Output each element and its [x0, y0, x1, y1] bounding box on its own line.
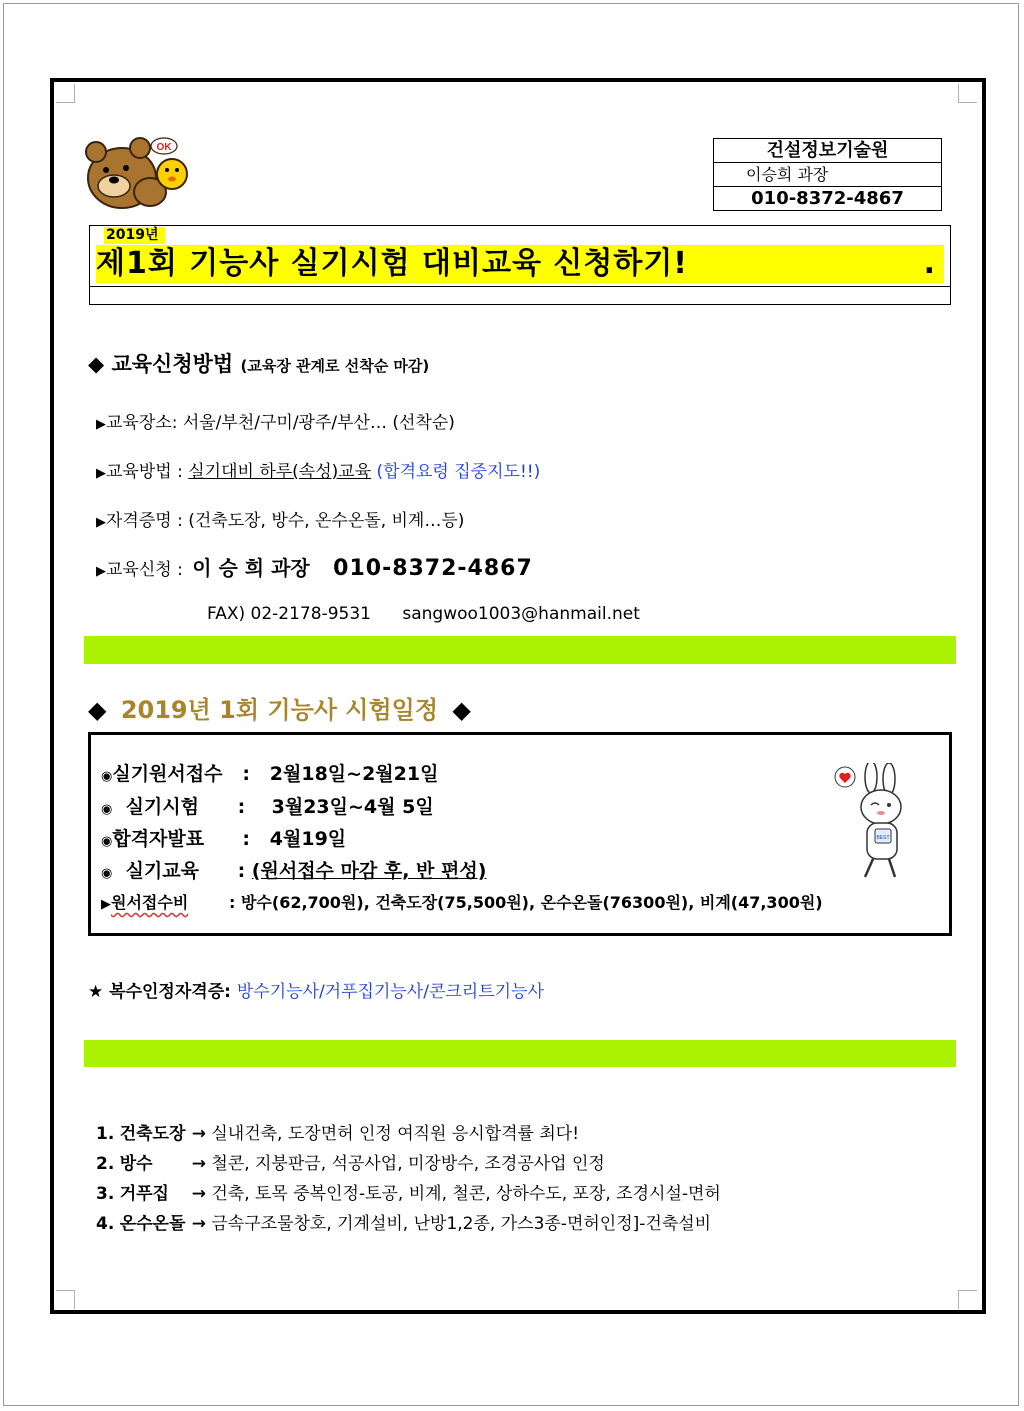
- list-desc: 건축, 토목 중복인정-토공, 비계, 철콘, 상하수도, 포장, 조경시설-면허: [211, 1184, 721, 1204]
- margin-corner: [56, 84, 75, 103]
- fee-row: [101, 890, 823, 913]
- schedule-heading-text: 2019년 1회 기능사 시험일정: [120, 696, 439, 724]
- fax-line: [207, 604, 640, 624]
- radio-bullet-icon: ◉: [101, 866, 113, 881]
- method-heading-text: ◆ 교육신청방법: [88, 352, 234, 376]
- item-extra: (합격요령 집중지도!!): [376, 462, 541, 482]
- list-number: 4.: [96, 1214, 115, 1234]
- arrow-icon: ▶: [96, 417, 106, 432]
- schedule-label: 합격자발표: [112, 828, 205, 850]
- divider-bar: [84, 636, 956, 664]
- item-value: 이 승 희 과장: [192, 556, 310, 580]
- arrow-icon: ▶: [96, 515, 106, 530]
- radio-bullet-icon: ◉: [101, 834, 113, 849]
- diamond-icon: ◆: [452, 696, 471, 724]
- ok-badge-text: OK: [156, 142, 172, 153]
- method-item-license: [96, 506, 464, 531]
- schedule-label: 실기시험: [125, 796, 199, 818]
- margin-corner: [958, 84, 977, 103]
- schedule-value: 2월18일~2월21일: [269, 763, 439, 785]
- arrow-right-icon: →: [191, 1154, 206, 1174]
- list-number: 1.: [96, 1124, 115, 1144]
- email-address[interactable]: sangwoo1003@hanmail.net: [402, 604, 640, 624]
- schedule-label: 실기교육: [125, 860, 199, 882]
- bear-mascot-icon: [82, 134, 200, 214]
- diamond-icon: ◆: [88, 696, 107, 724]
- multi-license-value: 방수기능사/거푸집기능사/콘크리트기능사: [236, 982, 544, 1002]
- page-title: [96, 245, 944, 283]
- schedule-heading: [88, 690, 471, 725]
- list-name: 거푸집: [119, 1184, 169, 1204]
- method-item-way: [96, 457, 540, 482]
- schedule-label: 실기원서접수: [112, 763, 223, 785]
- list-desc: 철콘, 지붕판금, 석공사업, 미장방수, 조경공사업 인정: [211, 1154, 605, 1174]
- schedule-value: (원서접수 마감 후, 반 편성): [251, 860, 487, 882]
- item-value: 서울/부천/구미/광주/부산… (선착순): [182, 413, 455, 433]
- list-number: 2.: [96, 1154, 115, 1174]
- item-label: 자격증명 :: [106, 511, 183, 531]
- schedule-row: ◉ 실기교육 : (원서접수 마감 후, 반 편성): [101, 856, 486, 883]
- item-label: 교육신청 :: [106, 560, 183, 580]
- arrow-icon: ▶: [96, 564, 106, 579]
- schedule-row: ◉ 실기시험 : 3월23일~4월 5일: [101, 792, 434, 819]
- title-divider: [90, 286, 950, 287]
- divider-bar: [84, 1040, 956, 1067]
- arrow-icon: ▶: [96, 466, 106, 481]
- fee-value: : 방수(62,700원), 건축도장(75,500원), 온수온돌(76300원), 비계(47,300원): [229, 893, 823, 912]
- list-desc: 금속구조물창호, 기계설비, 난방1,2종, 가스3종-면허인정]-건축설비: [211, 1214, 712, 1234]
- list-name: 방수: [119, 1154, 153, 1174]
- list-desc: 실내건축, 도장면허 인정 여직원 응시합격률 최다!: [211, 1124, 580, 1144]
- margin-corner: [958, 1290, 977, 1309]
- item-value: 실기대비 하루(속성)교육: [188, 462, 372, 482]
- list-name: 온수온돌: [119, 1214, 186, 1234]
- item-label: 교육방법 :: [106, 462, 183, 482]
- fax-number: FAX) 02-2178-9531: [207, 604, 371, 624]
- arrow-icon: ▶: [101, 897, 111, 912]
- title-box: [89, 225, 951, 305]
- schedule-value: 3월23일~4월 5일: [271, 796, 434, 818]
- radio-bullet-icon: ◉: [101, 802, 113, 817]
- schedule-value: 4월19일: [269, 828, 347, 850]
- title-dot: .: [923, 246, 936, 281]
- fee-label: 원서접수비: [111, 893, 189, 912]
- item-label: 교육장소:: [106, 413, 178, 433]
- multi-license-line: [88, 977, 544, 1002]
- list-item: [96, 1119, 579, 1144]
- method-note: (교육장 관계로 선착순 마감): [240, 357, 430, 375]
- radio-bullet-icon: ◉: [101, 769, 113, 784]
- list-name: 건축도장: [119, 1124, 186, 1144]
- multi-license-label: ★ 복수인정자격증:: [88, 982, 231, 1002]
- method-item-location: [96, 408, 455, 433]
- arrow-right-icon: →: [191, 1214, 206, 1234]
- arrow-right-icon: →: [191, 1124, 206, 1144]
- item-value: (건축도장, 방수, 온수온돌, 비계…등): [188, 511, 465, 531]
- apply-phone: 010-8372-4867: [333, 556, 533, 581]
- list-number: 3.: [96, 1184, 115, 1204]
- title-year: 2019년: [104, 227, 165, 244]
- margin-corner: [56, 1290, 75, 1309]
- contact-phone: 010-8372-4867: [751, 188, 904, 209]
- method-heading: [88, 348, 429, 378]
- method-item-apply: [96, 552, 533, 581]
- list-item: [96, 1209, 711, 1234]
- list-item: [96, 1179, 721, 1204]
- list-item: [96, 1149, 605, 1174]
- arrow-right-icon: →: [191, 1184, 206, 1204]
- contact-name: 이승희 과장: [714, 163, 941, 187]
- contact-box: [713, 138, 942, 211]
- org-name: 건설정보기술원: [714, 139, 941, 163]
- schedule-box: [88, 732, 952, 936]
- cup-text: BEST: [876, 835, 890, 841]
- bunny-mascot-icon: [831, 763, 921, 883]
- schedule-row: ◉실기원서접수 : 2월18일~2월21일: [101, 759, 438, 786]
- schedule-row: ◉합격자발표 : 4월19일: [101, 824, 346, 851]
- title-text: 제1회 기능사 실기시험 대비교육 신청하기!: [96, 246, 688, 281]
